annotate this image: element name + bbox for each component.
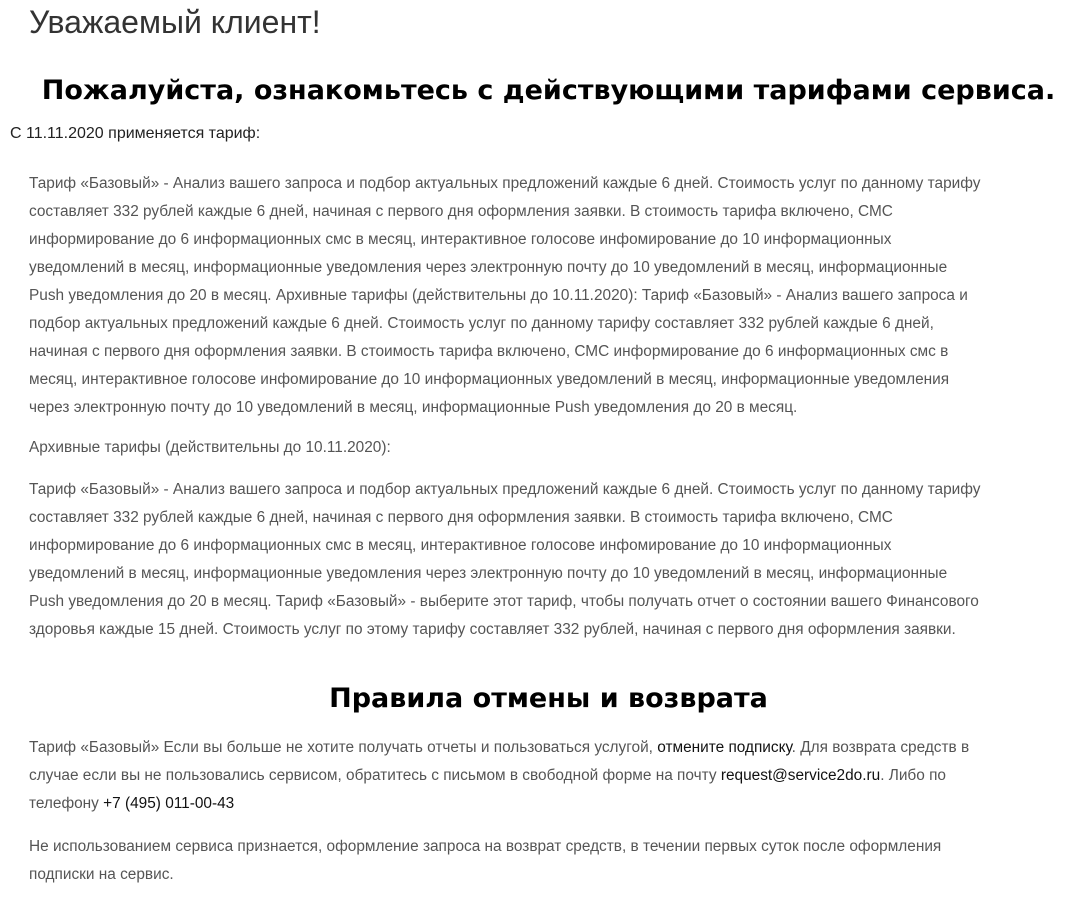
cancellation-text: . Либо по [880,767,946,784]
tariff-effective-date-text: С 11.11.2020 применяется тариф: [10,125,261,142]
cancellation-text: . Для возврата средств в [791,739,970,756]
paragraph-line: через электронную почту до 10 уведомлений в месяц, информационные Push уведомления до 20 в месяц. [29,399,798,416]
paragraph-line: Тариф «Базовый» - Анализ вашего запроса и подбор актуальных предложений каждые 6 дней. Стоимость услуг по данному тарифу [29,175,981,192]
current-tariff-paragraph [29,170,1059,422]
cancellation-paragraph [29,734,1059,818]
paragraph-line: Push уведомления до 20 в месяц. Тариф «Базовый» - выберите этот тариф, чтобы получать отчет о состоянии вашего Финансового [29,593,979,610]
refund-note [29,833,1059,889]
cancellation-text: случае если вы не пользовались сервисом, обратитесь с письмом в свободной форме на почту [29,767,721,784]
current-tariff-description [29,170,1059,422]
tariffs-heading: Пожалуйста, ознакомьтесь с действующими тарифами сервиса. [41,75,1056,106]
paragraph-line: месяц, интерактивное голосове инфомирование до 10 информационных уведомлений в месяц, информационные уведомления [29,371,950,388]
paragraph-line: составляет 332 рублей каждые 6 дней, начиная с первого дня оформления заявки. В стоимость тарифа включено, СМС [29,509,893,526]
archive-tariffs-label-block [29,434,1059,462]
support-phone-link[interactable]: +7 (495) 011-00-43 [103,795,235,812]
paragraph-line: подбор актуальных предложений каждые 6 дней. Стоимость услуг по данному тарифу составляет 332 рублей каждые 6 дней, [29,315,934,332]
paragraph-line: уведомлений в месяц, информационные уведомления через электронную почту до 10 уведомлений в месяц, информационные [29,259,948,276]
refund-note-paragraph [29,833,1059,889]
paragraph-line: здоровья каждые 15 дней. Стоимость услуг по этому тарифу составляет 332 рублей, начиная с первого дня оформления заявки. [29,621,956,638]
paragraph-line: подписки на сервис. [29,866,174,883]
paragraph-line: Не использованием сервиса признается, оформление запроса на возврат средств, в течении первых суток после оформления [29,838,942,855]
support-email-link[interactable]: request@service2do.ru [720,767,881,784]
archive-tariffs-label: Архивные тарифы (действительны до 10.11.2020): [29,439,391,456]
paragraph-line [29,762,1059,790]
paragraph-line: Push уведомления до 20 в месяц. Архивные тарифы (действительны до 10.11.2020): Тариф «Базовый» - Анализ вашего запроса и [29,287,968,304]
paragraph-line [29,790,1059,818]
paragraph-line: составляет 332 рублей каждые 6 дней, начиная с первого дня оформления заявки. В стоимость тарифа включено, СМС [29,203,893,220]
cancellation-text: телефону [29,795,104,812]
paragraph-line: начиная с первого дня оформления заявки. В стоимость тарифа включено, СМС информирование до 6 информационных смс в [29,343,949,360]
paragraph-line: Тариф «Базовый» - Анализ вашего запроса и подбор актуальных предложений каждые 6 дней. Стоимость услуг по данному тарифу [29,481,981,498]
paragraph-line: информирование до 6 информационных смс в месяц, интерактивное голосове инфомирование до 10 информационных [29,231,892,248]
cancellation-text: Тариф «Базовый» Если вы больше не хотите получать отчеты и пользоваться услугой, [29,739,658,756]
cancellation-rules [29,734,1059,818]
archive-tariff-description [29,476,1059,644]
paragraph-line: информирование до 6 информационных смс в месяц, интерактивное голосове инфомирование до 10 информационных [29,537,892,554]
archive-tariff-paragraph [29,476,1059,644]
unsubscribe-link[interactable]: отмените подписку [657,739,792,756]
greeting-title: Уважаемый клиент! [29,4,321,40]
cancellation-heading: Правила отмены и возврата [329,683,768,714]
paragraph-line [29,734,1059,762]
paragraph-line: уведомлений в месяц, информационные уведомления через электронную почту до 10 уведомлений в месяц, информационные [29,565,948,582]
